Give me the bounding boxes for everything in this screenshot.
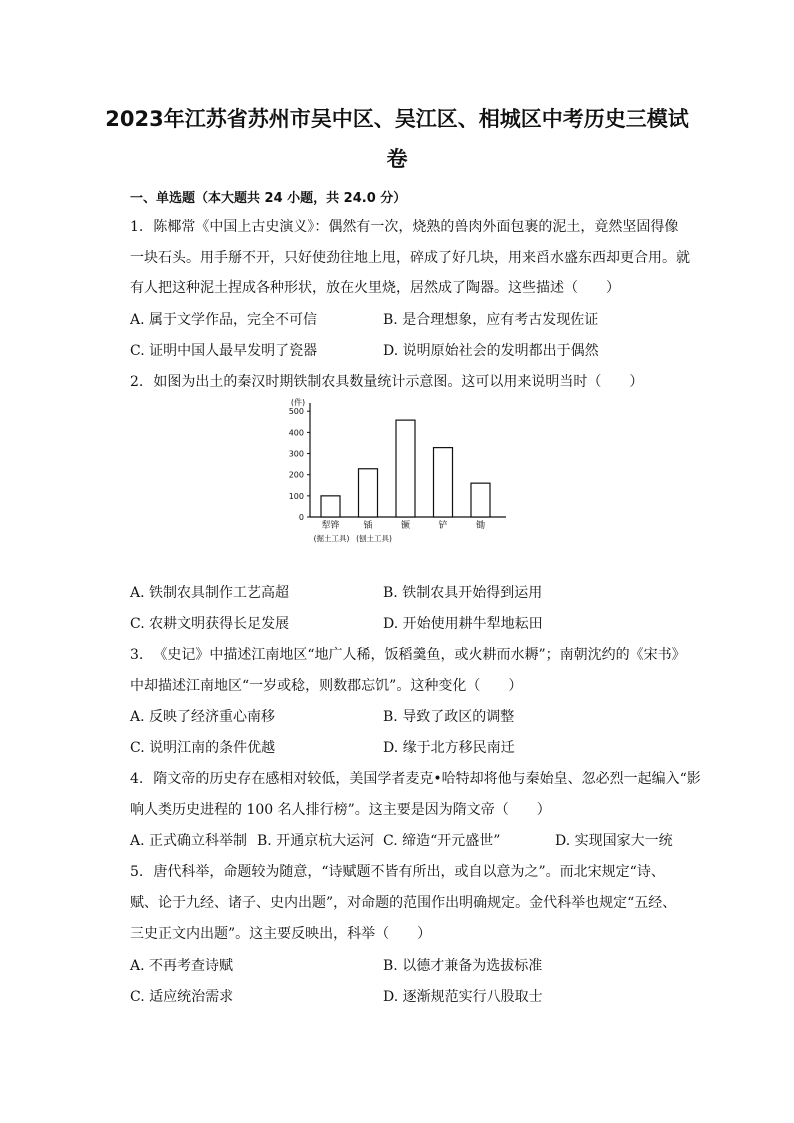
q4-text-1: 隋文帝的历史存在感相对较低，美国学者麦克•哈特却将他与秦始皇、忽必烈一起编入“影 <box>153 771 701 787</box>
chart-bar <box>359 469 378 517</box>
q1-line3: 有人把这种泥土捏成各种形状，放在火里烧，居然成了陶器。这些描述（ ） <box>130 280 620 296</box>
q4-line1 <box>130 769 701 789</box>
q2-text-1: 如图为出土的秦汉时期铁制农具数量统计示意图。这可以用来说明当时（ ） <box>153 374 644 390</box>
exam-title-line2: 卷 <box>386 147 408 171</box>
q5-line2: 赋、论于九经、诸子、史内出题”，对命题的范围作出明确规定。金代科举也规定“五经、 <box>130 895 677 911</box>
q2-number: 2. <box>130 374 144 390</box>
q1-line1 <box>130 217 690 237</box>
chart-y-unit-label: (件) <box>290 398 306 407</box>
q2-line1 <box>130 372 690 392</box>
q3-line1 <box>130 645 690 665</box>
chart-group-label: (掘土工具) <box>313 534 350 543</box>
q1-option-c[interactable]: C. 证明中国人最早发明了瓷器 <box>130 343 318 359</box>
chart-category-label: 犁铧 <box>321 521 340 531</box>
q2-option-b[interactable]: B. 铁制农具开始得到运用 <box>383 585 543 601</box>
q2-option-d[interactable]: D. 开始使用耕牛犁地耘田 <box>383 616 543 632</box>
chart-category-label: 镢 <box>400 521 411 531</box>
q4-option-b[interactable]: B. 开通京杭大运河 <box>257 833 375 849</box>
q5-option-c[interactable]: C. 适应统治需求 <box>130 989 234 1005</box>
chart-y-tick-label: 100 <box>288 491 304 501</box>
q3-option-b[interactable]: B. 导致了政区的调整 <box>383 709 515 725</box>
q3-text-1: 《史记》中描述江南地区“地广人稀，饭稻羹鱼，或火耕而水耨”；南朝沈约的《宋书》 <box>153 647 686 663</box>
chart-y-tick-label: 400 <box>288 428 304 438</box>
q1-option-b[interactable]: B. 是合理想象，应有考古发现佐证 <box>383 312 599 328</box>
q4-number: 4. <box>130 771 144 787</box>
q5-option-a[interactable]: A. 不再考查诗赋 <box>130 958 234 974</box>
q5-option-b[interactable]: B. 以德才兼备为选拔标准 <box>383 958 543 974</box>
q2-option-c[interactable]: C. 农耕文明获得长足发展 <box>130 616 290 632</box>
chart-bar <box>321 496 340 517</box>
chart-y-tick-label: 300 <box>288 449 304 459</box>
q3-number: 3. <box>130 647 144 663</box>
q5-line1 <box>130 862 690 882</box>
q2-option-a[interactable]: A. 铁制农具制作工艺高超 <box>130 585 290 601</box>
chart-group-label: (刨土工具) <box>356 534 392 543</box>
chart-category-label: 铲 <box>438 521 448 531</box>
q4-line2: 响人类历史进程的 100 名人排行榜”。这主要是因为隋文帝（ ） <box>130 802 551 818</box>
q1-text-1: 陈椰常《中国上古史演义》：偶然有一次，烧熟的兽肉外面包裹的泥土，竟然坚固得像 <box>153 219 679 235</box>
chart-category-label: 锄 <box>475 521 486 531</box>
q4-option-a[interactable]: A. 正式确立科举制 <box>130 833 248 849</box>
q4-option-d[interactable]: D. 实现国家大一统 <box>555 833 673 849</box>
chart-y-tick-label: 200 <box>288 470 304 480</box>
q1-line2: 一块石头。用手掰不开，只好使劲往地上甩，碎成了好几块，用来舀水盛东西却更合用。就 <box>130 250 690 266</box>
section-heading: 一、单选题（本大题共 24 小题，共 24.0 分） <box>130 191 407 206</box>
q5-number: 5. <box>130 864 144 880</box>
exam-title-line1: 2023年江苏省苏州市吴中区、吴江区、相城区中考历史三模试 <box>105 107 689 131</box>
chart-y-tick-label: 500 <box>288 407 304 417</box>
q5-text-1: 唐代科举，命题较为随意，“诗赋题不皆有所出，或自以意为之”。而北宋规定“诗、 <box>153 864 665 880</box>
chart-y-tick-label: 0 <box>298 513 304 522</box>
q1-number: 1. <box>130 219 144 235</box>
q5-option-d[interactable]: D. 逐渐规范实行八股取士 <box>383 989 543 1005</box>
chart-bar <box>471 483 490 517</box>
chart-bar <box>396 420 415 517</box>
iron-tools-bar-chart <box>276 393 512 553</box>
chart-bar <box>434 448 453 517</box>
q1-option-d[interactable]: D. 说明原始社会的发明都出于偶然 <box>383 343 599 359</box>
q3-option-d[interactable]: D. 缘于北方移民南迁 <box>383 740 515 756</box>
q4-option-c[interactable]: C. 缔造“开元盛世” <box>383 833 501 849</box>
q3-option-a[interactable]: A. 反映了经济重心南移 <box>130 709 276 725</box>
chart-category-label: 锸 <box>363 521 373 531</box>
q1-option-a[interactable]: A. 属于文学作品，完全不可信 <box>130 312 318 328</box>
q3-option-c[interactable]: C. 说明江南的条件优越 <box>130 740 276 756</box>
q5-line3: 三史正文内出题”。这主要反映出，科举（ ） <box>130 926 432 942</box>
q3-line2: 中却描述江南地区“一岁或稔，则数郡忘饥”。这种变化（ ） <box>130 678 523 694</box>
